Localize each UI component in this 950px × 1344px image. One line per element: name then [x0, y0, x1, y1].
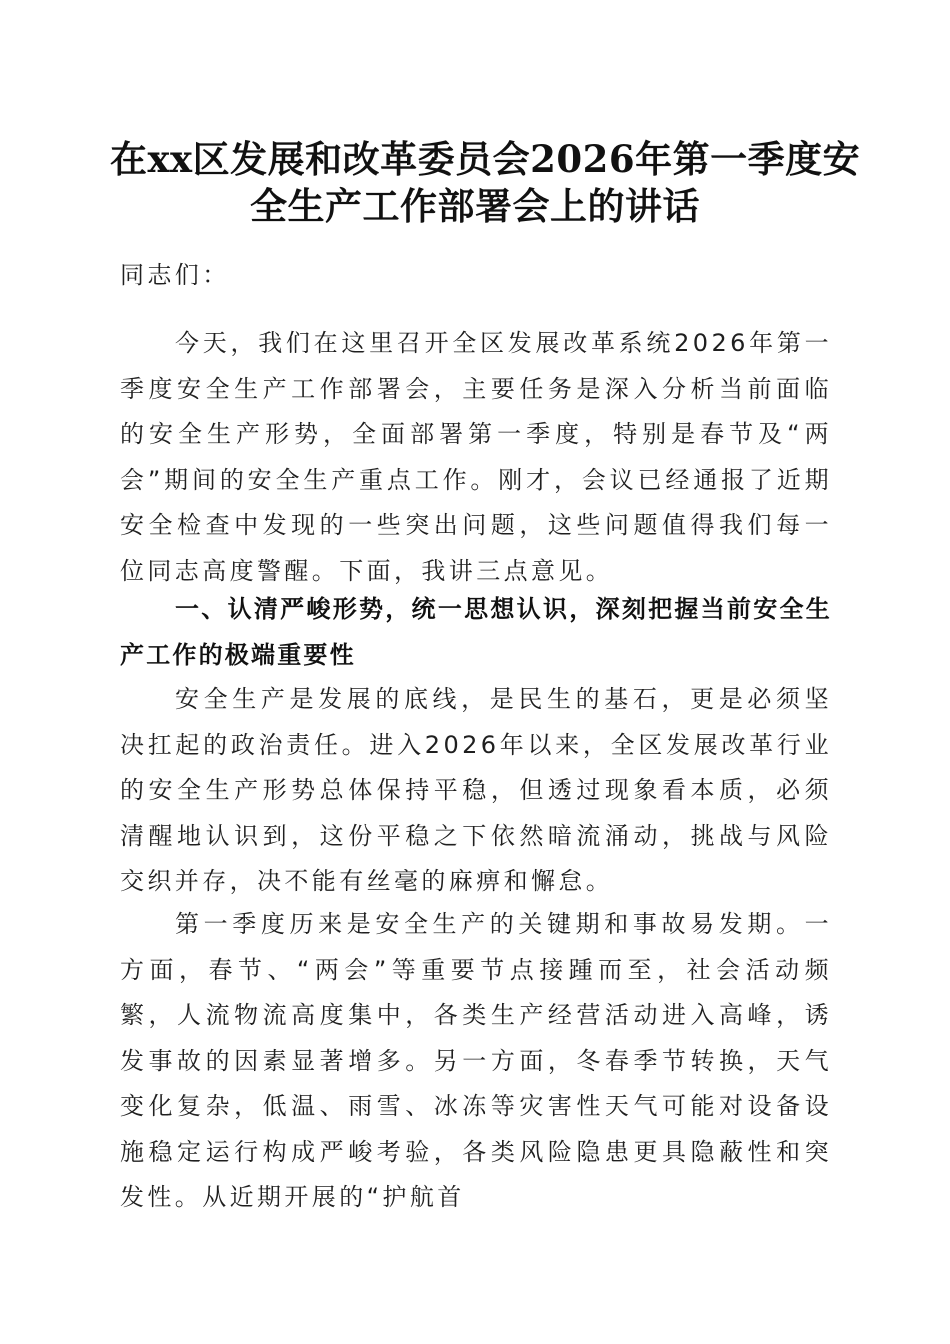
paragraph-first-quarter: 第一季度历来是安全生产的关键期和事故易发期。一方面，春节、“两会”等重要节点接踵而至，社会活动频繁，人流物流高度集中，各类生产经营活动进入高峰，诱发事故的因素显著增多。另一方面，冬春季节转换，天气变化复杂，低温、雨雪、冰冻等灾害性天气可能对设备设施稳定运行构成严峻考验，各类风险隐患更具隐蔽性和突发性。从近期开展的“护航首 — [120, 910, 832, 1211]
section-heading-1: 一、认清严峻形势，统一思想认识，深刻把握当前安全生产工作的极端重要性 — [120, 595, 832, 669]
salutation: 同志们： — [120, 261, 230, 289]
document-title-line-2: 全生产工作部署会上的讲话 — [250, 184, 700, 228]
paragraph-opening: 今天，我们在这里召开全区发展改革系统2026年第一季度安全生产工作部署会，主要任务是深入分析当前面临的安全生产形势，全面部署第一季度，特别是春节及“两会”期间的安全生产重点工作。刚才，会议已经通报了近期安全检查中发现的一些突出问题，这些问题值得我们每一位同志高度警醒。下面，我讲三点意见。 — [120, 329, 832, 585]
document-title-line-1: 在xx区发展和改革委员会2026年第一季度安 — [110, 137, 861, 181]
paragraph-safety-bottom-line: 安全生产是发展的底线，是民生的基石，更是必须坚决扛起的政治责任。进入2026年以来，全区发展改革行业的安全生产形势总体保持平稳，但透过现象看本质，必须清醒地认识到，这份平稳之下依然暗流涌动，挑战与风险交织并存，决不能有丝毫的麻痹和懈怠。 — [120, 685, 832, 895]
